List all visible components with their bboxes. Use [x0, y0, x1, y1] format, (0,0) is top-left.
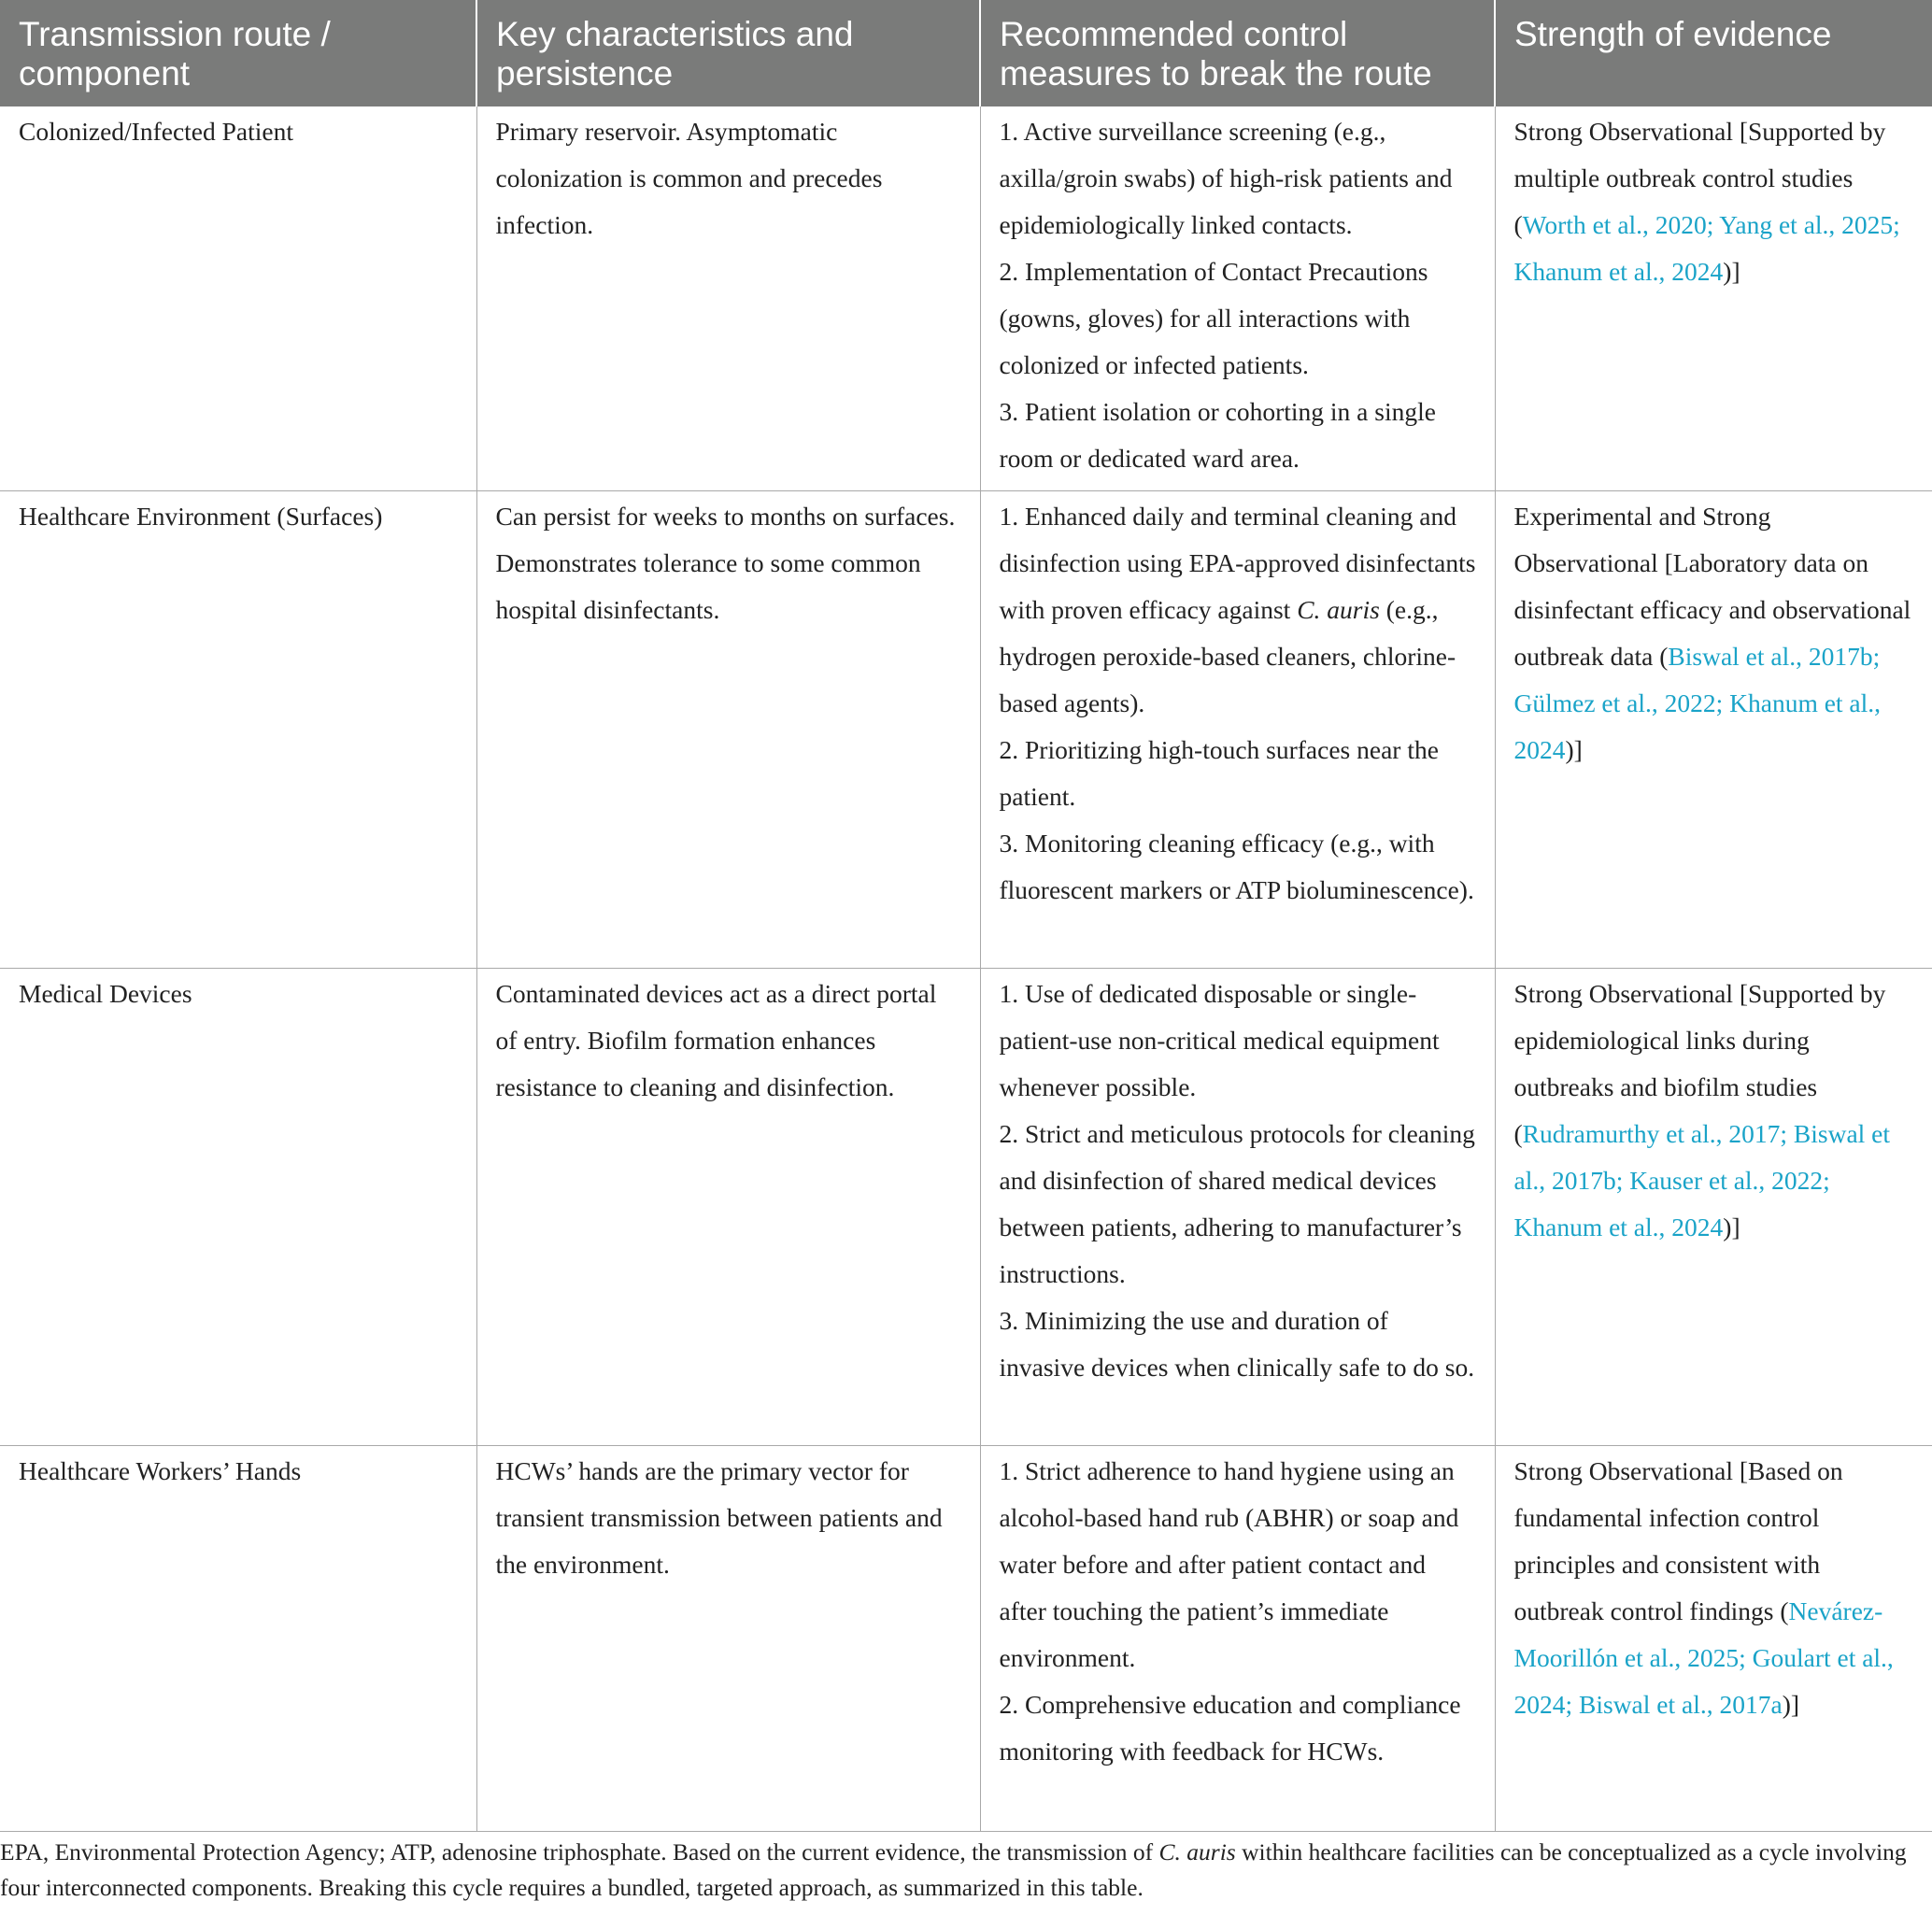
- table-row: [0, 1445, 1932, 1831]
- table-row: [0, 106, 1932, 490]
- measures-cell: [980, 968, 1495, 1445]
- header-evidence: Strength of evidence: [1495, 0, 1932, 106]
- table-body: [0, 106, 1932, 1831]
- footnote-text: EPA, Environmental Protection Agency; ATP, adenosine triphosphate. Based on the current evidence, the transmission of: [0, 1838, 1159, 1865]
- measure-item: [1000, 493, 1476, 727]
- table-header: [0, 0, 1932, 106]
- measure-item: 3. Patient isolation or cohorting in a single room or dedicated ward area.: [999, 397, 1436, 473]
- measure-item: 3. Monitoring cleaning efficacy (e.g., with fluorescent markers or ATP bioluminescence).: [999, 828, 1474, 904]
- measure-item: 2. Prioritizing high-touch surfaces near the patient.: [999, 734, 1439, 811]
- table-footnote: [0, 1835, 1932, 1906]
- measure-item: 1. Use of dedicated disposable or single-patient-use non-critical medical equipment whenever possible.: [999, 978, 1440, 1101]
- evidence-cell: [1495, 968, 1932, 1445]
- measure-item: 2. Implementation of Contact Precautions (gowns, gloves) for all interactions with colonized or infected patients.: [999, 257, 1428, 379]
- header-characteristics: Key characteristics and persistence: [476, 0, 980, 106]
- measures-cell: [980, 490, 1495, 968]
- evidence-close: )]: [1723, 1212, 1740, 1241]
- citation-link[interactable]: Rudramurthy et al., 2017; Biswal et al., 2017b; Kauser et al., 2022; Khanum et al., 2024: [1513, 1118, 1891, 1241]
- table-row: [0, 490, 1932, 968]
- evidence-cell: [1495, 106, 1932, 490]
- evidence-text: Experimental and Strong Observational [Laboratory data on disinfectant efficacy and observational outbreak data (: [1513, 501, 1911, 671]
- evidence-text: Strong Observational [Supported by multiple outbreak control studies (: [1513, 117, 1886, 239]
- citation-link[interactable]: Nevárez-Moorillón et al., 2025; Goulart et al., 2024; Biswal et al., 2017a: [1513, 1596, 1894, 1719]
- evidence-text: Strong Observational [Based on fundamental infection control principles and consistent with outbreak control findings (: [1513, 1455, 1843, 1625]
- evidence-cell: [1495, 1445, 1932, 1831]
- route-cell: Medical Devices: [0, 968, 476, 1445]
- header-measures: Recommended control measures to break the route: [980, 0, 1495, 106]
- measures-cell: [980, 106, 1495, 490]
- species-name: C. auris: [1158, 1838, 1236, 1865]
- evidence-text: Strong Observational [Supported by epidemiological links during outbreaks and biofilm studies (: [1513, 978, 1886, 1148]
- footnote-text: within healthcare facilities can be conceptualized as a cycle involving four interconnected components. Breaking this cycle requires a bundled, targeted approach, as summarized in this table.: [0, 1838, 1907, 1901]
- evidence-close: )]: [1565, 734, 1583, 764]
- table-row: [0, 968, 1932, 1445]
- characteristics-cell: Primary reservoir. Asymptomatic colonization is common and precedes infection.: [476, 106, 980, 490]
- measure-item: 2. Strict and meticulous protocols for cleaning and disinfection of shared medical devices between patients, adhering to manufacturer’s instructions.: [999, 1118, 1475, 1288]
- header-row: [0, 0, 1932, 106]
- measure-item: 3. Minimizing the use and duration of invasive devices when clinically safe to do so.: [999, 1305, 1475, 1382]
- measure-item: 1. Active surveillance screening (e.g., axilla/groin swabs) of high-risk patients and epidemiologically linked contacts.: [999, 117, 1453, 239]
- route-cell: Healthcare Workers’ Hands: [0, 1445, 476, 1831]
- measure-text: 1. Enhanced daily and terminal cleaning and disinfection using EPA-approved disinfectants with proven efficacy against: [999, 501, 1476, 624]
- measure-item: 1. Strict adherence to hand hygiene using an alcohol-based hand rub (ABHR) or soap and water before and after patient contact and after touching the patient’s immediate environment.: [999, 1455, 1459, 1672]
- evidence-close: )]: [1723, 257, 1740, 286]
- characteristics-cell: Can persist for weeks to months on surfaces. Demonstrates tolerance to some common hospital disinfectants.: [476, 490, 980, 968]
- citation-link[interactable]: Biswal et al., 2017b; Gülmez et al., 2022; Khanum et al., 2024: [1513, 641, 1882, 764]
- characteristics-cell: Contaminated devices act as a direct portal of entry. Biofilm formation enhances resistance to cleaning and disinfection.: [476, 968, 980, 1445]
- route-cell: Colonized/Infected Patient: [0, 106, 476, 490]
- measure-item: 2. Comprehensive education and compliance monitoring with feedback for HCWs.: [999, 1689, 1461, 1766]
- header-route: Transmission route / component: [0, 0, 476, 106]
- characteristics-cell: HCWs’ hands are the primary vector for transient transmission between patients and the environment.: [476, 1445, 980, 1831]
- route-cell: Healthcare Environment (Surfaces): [0, 490, 476, 968]
- evidence-cell: [1495, 490, 1932, 968]
- species-name: C. auris: [1297, 594, 1380, 624]
- citation-link[interactable]: Worth et al., 2020; Yang et al., 2025; Khanum et al., 2024: [1513, 210, 1900, 286]
- evidence-close: )]: [1782, 1689, 1800, 1719]
- measures-cell: [980, 1445, 1495, 1831]
- measure-text: (e.g., hydrogen peroxide-based cleaners, chlorine-based agents).: [999, 594, 1456, 717]
